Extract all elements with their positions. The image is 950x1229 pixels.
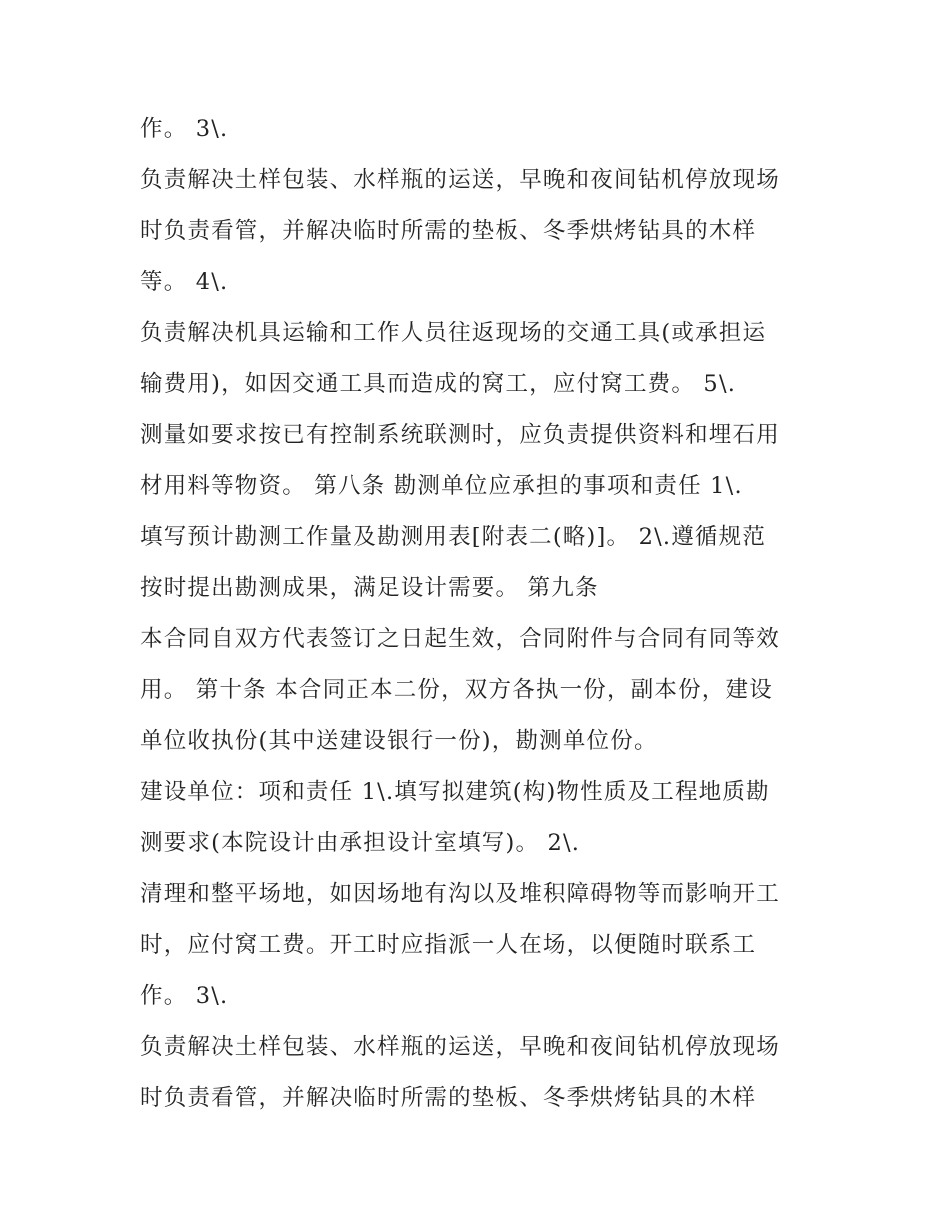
text-line: 负责解决土样包装、水样瓶的运送，早晚和夜间钻机停放现场 bbox=[140, 167, 780, 193]
text-line: 测量如要求按已有控制系统联测时，应负责提供资料和埋石用 bbox=[140, 422, 780, 448]
text-line: 时，应付窝工费。开工时应指派一人在场，以便随时联系工 bbox=[140, 932, 757, 958]
text-line: 按时提出勘测成果，满足设计需要。 第九条 bbox=[140, 575, 599, 601]
text-line: 单位收执份(其中送建设银行一份)，勘测单位份。 bbox=[140, 728, 658, 754]
text-line: 用。 第十条 本合同正本二份，双方各执一份，副本份，建设 bbox=[140, 677, 773, 703]
text-line: 清理和整平场地，如因场地有沟以及堆积障碍物等而影响开工 bbox=[140, 881, 780, 907]
document-body bbox=[140, 104, 830, 1124]
text-line: 作。 3\. bbox=[140, 983, 229, 1009]
text-line: 材用料等物资。 第八条 勘测单位应承担的事项和责任 1\. bbox=[140, 473, 743, 499]
text-line: 作。 3\. bbox=[140, 116, 229, 142]
text-line: 建设单位：项和责任 1\.填写拟建筑(构)物性质及工程地质勘 bbox=[140, 779, 770, 805]
text-line: 测要求(本院设计由承担设计室填写)。 2\. bbox=[140, 830, 581, 856]
text-line: 负责解决机具运输和工作人员往返现场的交通工具(或承担运 bbox=[140, 320, 767, 346]
text-line: 等。 4\. bbox=[140, 269, 229, 295]
text-line: 时负责看管，并解决临时所需的垫板、冬季烘烤钻具的木样 bbox=[140, 1085, 757, 1111]
text-line: 时负责看管，并解决临时所需的垫板、冬季烘烤钻具的木样 bbox=[140, 218, 757, 244]
text-line: 输费用)，如因交通工具而造成的窝工，应付窝工费。 5\. bbox=[140, 371, 737, 397]
text-line: 负责解决土样包装、水样瓶的运送，早晚和夜间钻机停放现场 bbox=[140, 1034, 780, 1060]
text-line: 填写预计勘测工作量及勘测用表[附表二(略)]。 2\.遵循规范 bbox=[140, 524, 767, 550]
text-line: 本合同自双方代表签订之日起生效，合同附件与合同有同等效 bbox=[140, 626, 780, 652]
